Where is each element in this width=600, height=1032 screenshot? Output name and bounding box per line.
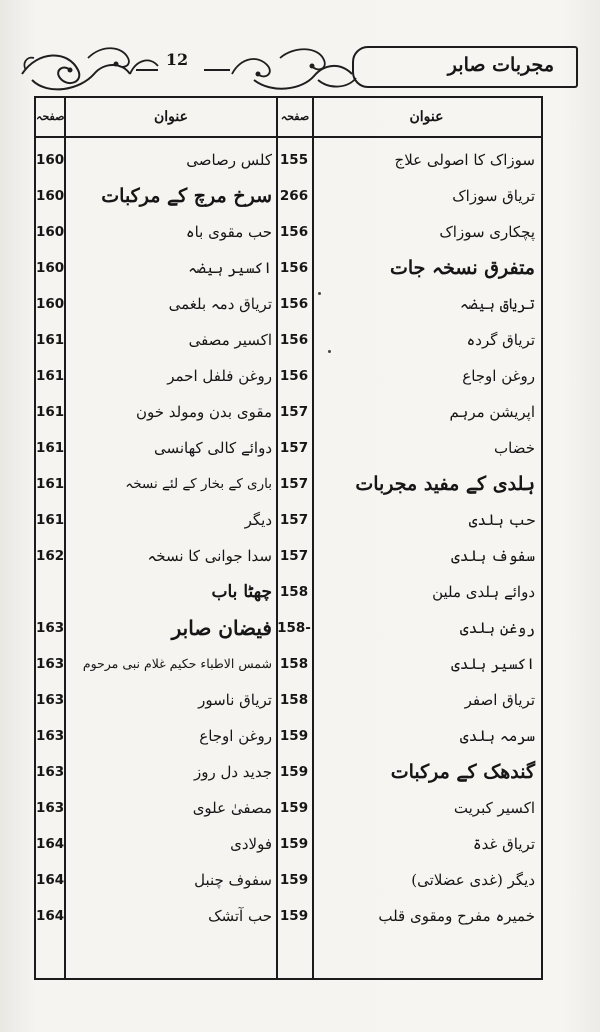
right-entry-title: دیگر (غدی عضلاتی): [411, 871, 535, 889]
left-entry-page: 164: [36, 908, 64, 924]
left-entry-page: 164: [36, 836, 64, 852]
right-entry-page: 159: [279, 836, 309, 852]
book-title-frame: [352, 46, 578, 88]
table-row: [36, 250, 541, 286]
table-row: [36, 394, 541, 430]
right-entry-title: خمیرہ مفرح ومقوی قلب: [378, 907, 535, 925]
left-entry-page: 160: [36, 260, 64, 276]
left-entry-page: 161: [36, 512, 64, 528]
left-entry-page: 161: [36, 404, 64, 420]
left-entry-page: 163: [36, 656, 64, 672]
floral-ornament-icon: [18, 40, 360, 100]
left-entry-title: تریاق ناسور: [198, 691, 272, 709]
left-entry-page: 162: [36, 548, 64, 564]
right-entry-title: روغن اوجاع: [462, 367, 535, 385]
right-entry-title: اکسیر ہلدی: [451, 655, 535, 673]
right-entry-title: روغن ہلدی: [459, 619, 535, 637]
left-entry-title: حب مقوی باہ: [185, 223, 272, 241]
left-entry-title: حب آتشک: [208, 907, 272, 925]
right-entry-page: 158: [279, 692, 309, 708]
left-entry-heading: فیضان صابر: [171, 616, 272, 640]
right-entry-title: تریاق سوزاک: [452, 187, 535, 205]
right-entry-title: تریاق غدۃ: [472, 835, 535, 853]
table-row: [36, 754, 541, 790]
left-entry-page: 161: [36, 332, 64, 348]
table-row: [36, 862, 541, 898]
left-entry-title: مصفیٰ علوی: [192, 799, 272, 817]
table-row: [36, 502, 541, 538]
right-entry-title: دوائے ہلدی ملین: [432, 583, 535, 601]
table-row: [36, 142, 541, 178]
left-entry-title: باری کے بخار کے لئے نسخہ: [125, 476, 272, 492]
table-row: [36, 610, 541, 646]
left-entry-title: اکسیر ہیضہ: [188, 259, 272, 277]
table-row: [36, 574, 541, 610]
left-entry-title: کلس رصاصی: [186, 151, 272, 169]
right-entry-title: حب ہلدی: [468, 511, 535, 529]
right-entry-page: 158-: [277, 620, 311, 636]
left-entry-title: فولادی: [230, 835, 272, 853]
right-entry-page: 159: [279, 764, 309, 780]
right-entry-page: 159: [279, 908, 309, 924]
page-number: 12: [165, 50, 189, 69]
left-entry-page: 163: [36, 692, 64, 708]
right-entry-page: 157: [279, 440, 309, 456]
right-entry-title: تریاق گردہ: [466, 331, 535, 349]
left-entry-heading: چھٹا باب: [211, 582, 272, 602]
right-entry-page: 156: [279, 332, 309, 348]
table-row: [36, 178, 541, 214]
left-entry-title: روغن فلفل احمر: [167, 367, 272, 385]
right-entry-page: 159: [279, 728, 309, 744]
left-entry-page: 163: [36, 800, 64, 816]
left-title-header: عنوان: [154, 109, 188, 125]
right-entry-title: سرمہ ہلدی: [459, 727, 535, 745]
left-entry-title: تریاق دمہ بلغمی: [168, 295, 272, 313]
right-entry-title: تریاق اصفر: [464, 691, 535, 709]
right-entry-page: 156: [279, 296, 309, 312]
table-row: [36, 790, 541, 826]
right-entry-page: 156: [279, 368, 309, 384]
table-row: [36, 466, 541, 502]
left-entry-page: 163: [36, 620, 64, 636]
left-entry-title: اکسیر مصفی: [188, 331, 272, 349]
right-entry-page: 156: [279, 224, 309, 240]
left-entry-page: 164: [36, 872, 64, 888]
contents-table: [34, 96, 543, 980]
right-entry-title: تریاق ہیضہ: [459, 295, 535, 313]
right-entry-page: 157: [279, 512, 309, 528]
right-entry-title: اکسیر کبریت: [453, 799, 535, 817]
left-entry-page: 161: [36, 476, 64, 492]
left-entry-page: 163: [36, 764, 64, 780]
table-row: [36, 682, 541, 718]
right-entry-page: 266: [279, 188, 309, 204]
left-entry-page: 161: [36, 440, 64, 456]
right-entry-heading: ہلدی کے مفید مجربات: [355, 473, 535, 495]
left-entry-title: مقوی بدن ومولد خون: [136, 403, 272, 421]
right-entry-title: سفوف ہلدی: [451, 547, 535, 565]
print-speck: [318, 292, 321, 295]
left-entry-title: دوائے کالی کھانسی: [153, 439, 272, 457]
left-entry-page: [36, 574, 64, 610]
table-row: [36, 538, 541, 574]
right-entry-page: 158: [279, 584, 309, 600]
right-entry-page: 156: [279, 260, 309, 276]
table-row: [36, 430, 541, 466]
left-entry-page: 160: [36, 152, 64, 168]
print-speck: [328, 350, 331, 353]
left-entry-title: شمس الاطباء حکیم غلام نبی مرحوم: [82, 656, 272, 671]
table-row: [36, 286, 541, 322]
left-entry-page: 160: [36, 224, 64, 240]
right-entry-title: خضاب: [494, 439, 535, 457]
table-row: [36, 214, 541, 250]
table-row: [36, 646, 541, 682]
right-entry-heading: متفرق نسخہ جات: [389, 257, 535, 279]
right-entry-page: 157: [279, 548, 309, 564]
right-entry-page: 157: [279, 404, 309, 420]
left-entry-title: سفوف چنبل: [194, 871, 272, 889]
left-entry-page: 160: [36, 296, 64, 312]
table-row: [36, 718, 541, 754]
left-entry-title: روغن اوجاع: [199, 727, 272, 745]
table-row: [36, 898, 541, 934]
left-entry-page: 160: [36, 188, 64, 204]
left-entry-heading: سرخ مرچ کے مرکبات: [101, 185, 272, 207]
right-title-header: عنوان: [409, 109, 444, 125]
left-entry-title: جدید دل روز: [193, 763, 272, 781]
left-entry-title: سدا جوانی کا نسخہ: [147, 547, 272, 565]
right-entry-title: پچکاری سوزاک: [439, 223, 535, 241]
right-entry-page: 159: [279, 800, 309, 816]
right-entry-page: 155: [279, 152, 309, 168]
table-row: [36, 322, 541, 358]
right-entry-title: اپریشن مرہم: [449, 403, 535, 421]
left-entry-title: دیگر: [244, 511, 272, 529]
table-row: [36, 358, 541, 394]
header-divider: [36, 136, 541, 138]
book-title: مجربات صابر: [447, 54, 554, 76]
left-entry-page: 163: [36, 728, 64, 744]
right-entry-title: سوزاک کا اصولی علاج: [394, 151, 535, 169]
table-row: [36, 826, 541, 862]
right-page-header: صفحہ: [280, 110, 310, 123]
right-entry-page: 158: [279, 656, 309, 672]
left-page-header: صفحہ: [36, 110, 65, 123]
left-entry-page: 161: [36, 368, 64, 384]
right-entry-page: 157: [279, 476, 309, 492]
right-entry-page: 159: [279, 872, 309, 888]
right-entry-heading: گندھک کے مرکبات: [390, 761, 535, 783]
